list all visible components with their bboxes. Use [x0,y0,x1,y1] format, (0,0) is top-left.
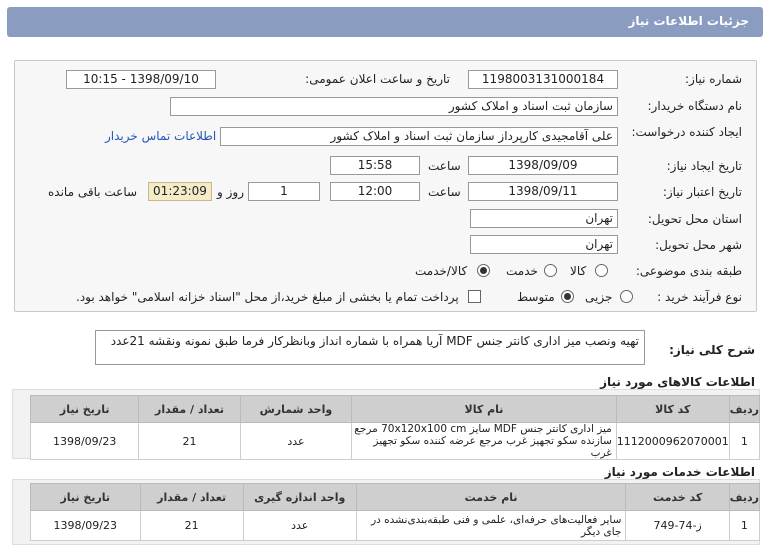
goods-col-code: کد کالا [616,396,729,423]
table-row [31,511,760,541]
table-row [31,423,760,460]
process-label: نوع فرآیند خرید : [657,290,742,304]
services-cell-index: 1 [729,511,759,541]
treasury-payment-note: پرداخت تمام یا بخشی از مبلغ خرید،از محل "اسناد خزانه اسلامی" خواهد بود. [76,290,459,304]
goods-cell-index: 1 [729,423,759,460]
category-label: طبقه بندی موضوعی: [635,264,742,278]
services-cell-qty: 21 [140,511,243,541]
buyer-org-field[interactable]: سازمان ثبت اسناد و املاک کشور [170,97,618,116]
services-col-unit: واحد اندازه گیری [243,484,356,511]
announce-date-label: تاریخ و ساعت اعلان عمومی: [305,72,450,86]
services-cell-name: سایر فعالیت‌های حرفه‌ای، علمی و فنی طبقه‌بندی‌نشده در جای دیگر [356,511,626,541]
city-label: شهر محل تحویل: [655,238,742,252]
goods-col-unit: واحد شمارش [240,396,351,423]
description-label: شرح کلی نیاز: [669,343,755,357]
goods-col-qty: تعداد / مقدار [139,396,240,423]
remaining-time-counter: 01:23:09 [148,182,212,201]
need-number-label: شماره نیاز: [685,72,742,86]
goods-table [30,395,760,460]
city-field[interactable]: تهران [470,235,618,254]
creator-field[interactable]: علی آقامجیدی کارپرداز سازمان ثبت اسناد و املاک کشور [220,127,618,146]
services-col-name: نام خدمت [356,484,626,511]
services-section-title: اطلاعات خدمات مورد نیاز [604,465,755,479]
services-table [30,483,760,541]
services-col-code: کد خدمت [626,484,729,511]
valid-time-label: ساعت [428,185,461,199]
services-cell-code: ز-74-749 [626,511,729,541]
remaining-days-field[interactable]: 1 [248,182,320,201]
services-cell-date: 1398/09/23 [31,511,141,541]
announce-date-field[interactable]: 1398/09/10 - 10:15 [66,70,216,89]
goods-cell-code: 1112000962070001 [616,423,729,460]
goods-cell-date: 1398/09/23 [31,423,139,460]
created-time-field[interactable]: 15:58 [330,156,420,175]
remaining-time-label: ساعت باقی مانده [48,185,138,199]
category-service-label: خدمت [506,264,538,278]
goods-col-name: نام کالا [352,396,617,423]
goods-col-date: تاریخ نیاز [31,396,139,423]
days-label: روز و [217,185,244,199]
process-radio-medium[interactable] [561,290,574,303]
process-medium-label: متوسط [517,290,555,304]
page-title-bar [7,7,763,37]
creator-label: ایجاد کننده درخواست: [631,125,742,139]
goods-section-title: اطلاعات کالاهای مورد نیاز [600,375,755,389]
category-radio-service[interactable] [544,264,557,277]
created-date-label: تاریخ ایجاد نیاز: [666,159,742,173]
process-radio-minor[interactable] [620,290,633,303]
category-radio-goods-service[interactable] [477,264,490,277]
services-col-qty: تعداد / مقدار [140,484,243,511]
services-col-index: ردیف [729,484,759,511]
services-col-date: تاریخ نیاز [31,484,141,511]
valid-date-label: تاریخ اعتبار نیاز: [662,185,742,199]
goods-cell-name: میز اداری کانتر جنس MDF سایز 70x120x100 cm مرجع سازنده سکو تجهیز غرب مرجع عرضه کننده سکو تجهیز غرب [352,423,617,460]
buyer-contact-link[interactable]: اطلاعات تماس خریدار [105,129,217,143]
buyer-org-label: نام دستگاه خریدار: [647,99,742,113]
valid-time-field[interactable]: 12:00 [330,182,420,201]
page-title: جزئیات اطلاعات نیاز [628,14,749,28]
created-time-label: ساعت [428,159,461,173]
description-box: تهیه ونصب میز اداری کانتر جنس MDF آریا همراه با شماره انداز وبانظرکار فرما طبق نمونه ونقشه 21عدد [95,330,645,365]
goods-cell-qty: 21 [139,423,240,460]
treasury-payment-checkbox[interactable] [468,290,481,303]
process-minor-label: جزیی [585,290,613,304]
province-label: استان محل تحویل: [647,212,742,226]
category-goods-service-label: کالا/خدمت [415,264,468,278]
goods-col-index: ردیف [729,396,759,423]
category-goods-label: کالا [570,264,587,278]
province-field[interactable]: تهران [470,209,618,228]
category-radio-goods[interactable] [595,264,608,277]
valid-date-field[interactable]: 1398/09/11 [468,182,618,201]
goods-cell-unit: عدد [240,423,351,460]
services-cell-unit: عدد [243,511,356,541]
need-number-field[interactable]: 1198003131000184 [468,70,618,89]
created-date-field[interactable]: 1398/09/09 [468,156,618,175]
